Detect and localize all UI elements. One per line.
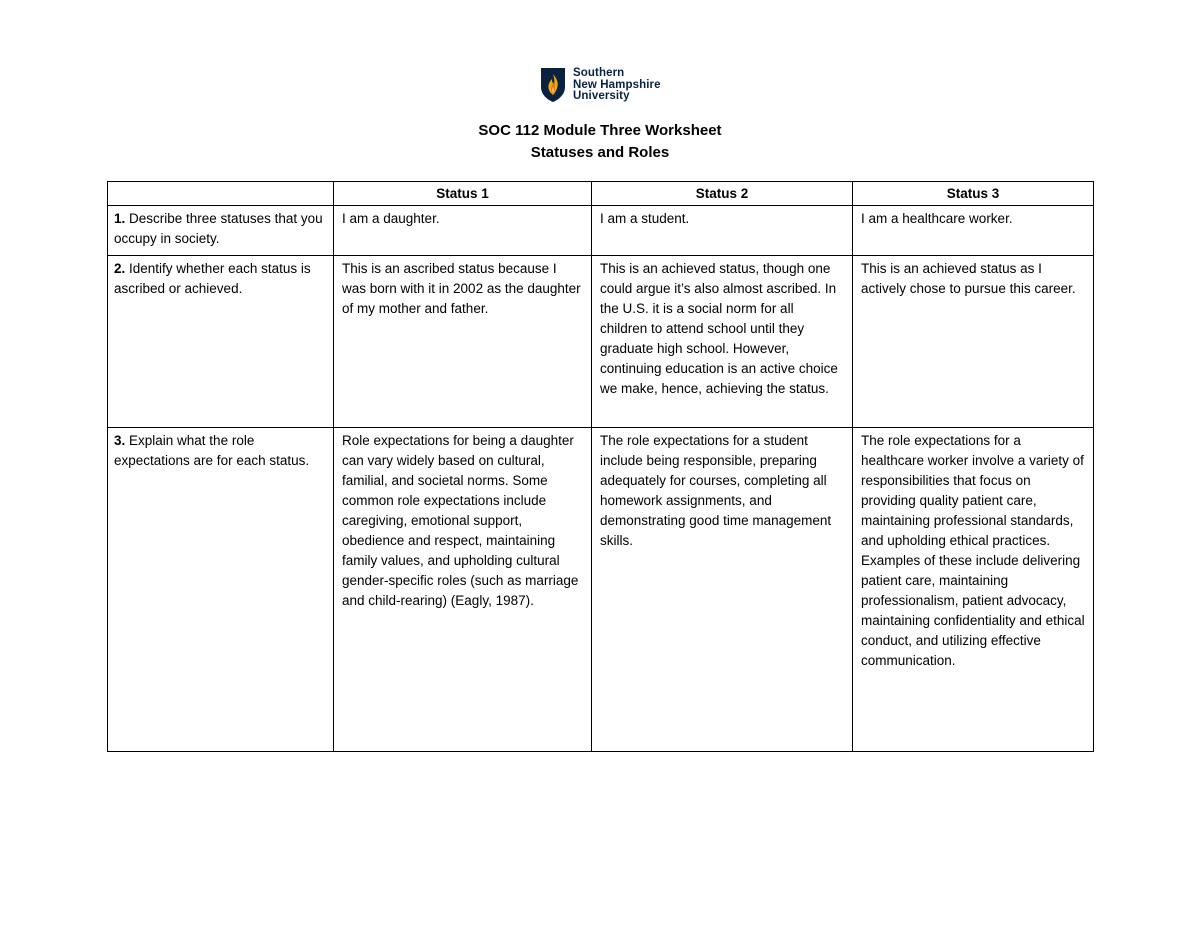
- logo-line-1: Southern: [573, 67, 625, 79]
- question-cell: [108, 206, 334, 256]
- header-cell-status-1: Status 1: [334, 182, 592, 206]
- logo-wordmark: [573, 68, 661, 103]
- answer-cell: I am a healthcare worker.: [853, 206, 1094, 256]
- table-row: [108, 206, 1094, 256]
- document-subtitle: Statuses and Roles: [530, 144, 670, 161]
- worksheet-table: [107, 181, 1094, 752]
- question-cell: [108, 256, 334, 428]
- university-logo: [540, 67, 661, 103]
- table-row: [108, 428, 1094, 752]
- question-number: 2.: [114, 261, 126, 276]
- document-title: SOC 112 Module Three Worksheet: [478, 122, 722, 139]
- flame-shield-icon: [540, 67, 566, 103]
- answer-cell: This is an ascribed status because I was born with it in 2002 as the daughter of my mother and father.: [334, 256, 592, 428]
- answer-cell: Role expectations for being a daughter can vary widely based on cultural, familial, and societal norms. Some common role expectations include caregiving, emotional support, obedience and respect, maintaining family values, and upholding cultural gender-specific roles (such as marriage and child-rearing) (Eagly, 1987).: [334, 428, 592, 752]
- question-text: Explain what the role expectations are for each status.: [114, 433, 310, 468]
- question-number: 1.: [114, 211, 126, 226]
- header-row: [108, 182, 1094, 206]
- answer-cell: I am a student.: [592, 206, 853, 256]
- table-row: [108, 256, 1094, 428]
- answer-cell: I am a daughter.: [334, 206, 592, 256]
- answer-cell: This is an achieved status, though one could argue it’s also almost ascribed. In the U.S. it is a social norm for all children to attend school until they graduate high school. However, continuing education is an active choice we make, hence, achieving the status.: [592, 256, 853, 428]
- answer-cell: The role expectations for a healthcare worker involve a variety of responsibilities that focus on providing quality patient care, maintaining professional standards, and upholding ethical practices. Examples of these include delivering patient care, maintaining professionalism, patient advocacy, maintaining confidentiality and ethical conduct, and utilizing effective communication.: [853, 428, 1094, 752]
- header-cell-status-2: Status 2: [592, 182, 853, 206]
- answer-cell: The role expectations for a student include being responsible, preparing adequately for courses, completing all homework assignments, and demonstrating good time management skills.: [592, 428, 853, 752]
- question-cell: [108, 428, 334, 752]
- question-number: 3.: [114, 433, 126, 448]
- answer-cell: This is an achieved status as I actively chose to pursue this career.: [853, 256, 1094, 428]
- header-cell-blank: [108, 182, 334, 206]
- logo-line-3: University: [573, 90, 630, 102]
- question-text: Identify whether each status is ascribed or achieved.: [114, 261, 311, 296]
- header-cell-status-3: Status 3: [853, 182, 1094, 206]
- logo-line-2: New Hampshire: [573, 78, 661, 91]
- question-text: Describe three statuses that you occupy in society.: [114, 211, 323, 246]
